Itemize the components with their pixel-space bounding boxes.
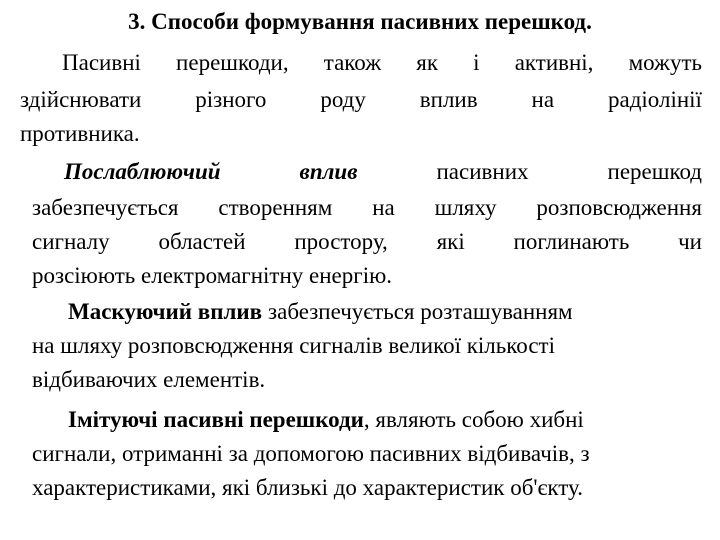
word: роду <box>320 87 366 112</box>
word: створенням <box>218 195 333 220</box>
p2-line-3: відбиваючих елементів. <box>32 367 266 392</box>
word: розповсюдження <box>536 195 702 220</box>
intro-line-3: противника. <box>20 121 140 146</box>
word: поглинають <box>513 229 630 254</box>
p2-line-1-rest: забезпечується розташуванням <box>268 299 573 324</box>
word: також <box>323 50 382 75</box>
p2-line-2: на шляху розповсюдження сигналів великої кількості <box>32 333 555 358</box>
word: вплив <box>419 87 478 112</box>
word: перешкоди, <box>176 50 289 75</box>
word: можуть <box>628 50 702 75</box>
p3-line-3: характеристиками, які близькі до характеристик об'єкту. <box>32 475 584 500</box>
p1-line-2 <box>32 192 702 224</box>
word: шляху <box>434 195 497 220</box>
intro-line-1 <box>62 47 702 79</box>
p1-line-3 <box>32 226 702 258</box>
word: різного <box>195 87 267 112</box>
word: перешкод <box>607 159 702 184</box>
p1-term: Послаблюючий <box>64 159 221 184</box>
p3-line-1-rest: , являють собою хибні <box>363 407 584 432</box>
word: як <box>416 50 439 75</box>
word: активні, <box>514 50 594 75</box>
word: і <box>473 50 480 75</box>
p1-line-1 <box>64 156 702 188</box>
word: на <box>372 195 395 220</box>
word: на <box>531 87 555 112</box>
word: Пасивні <box>62 50 141 75</box>
word: здійснювати <box>20 87 142 112</box>
p3-line-1 <box>68 404 584 436</box>
intro-line-2 <box>20 84 702 116</box>
word: простору, <box>294 229 388 254</box>
p1-term-2: вплив <box>299 159 358 184</box>
word: сигналу <box>32 229 110 254</box>
p3-line-2: сигнали, отриманні за допомогою пасивних відбивачів, з <box>32 441 590 466</box>
p2-line-1 <box>68 296 573 328</box>
p3-term: Імітуючі пасивні перешкоди <box>68 407 364 432</box>
slide-title: 3. Способи формування пасивних перешкод. <box>128 9 592 34</box>
word: радіолінії <box>607 87 702 112</box>
word: які <box>436 229 465 254</box>
word: областей <box>158 229 246 254</box>
p2-term: Маскуючий вплив <box>68 299 263 324</box>
p1-line-4: розсіюють електромагнітну енергію. <box>32 263 393 288</box>
word: забезпечується <box>32 195 179 220</box>
word: чи <box>678 229 702 254</box>
word: пасивних <box>436 159 529 184</box>
